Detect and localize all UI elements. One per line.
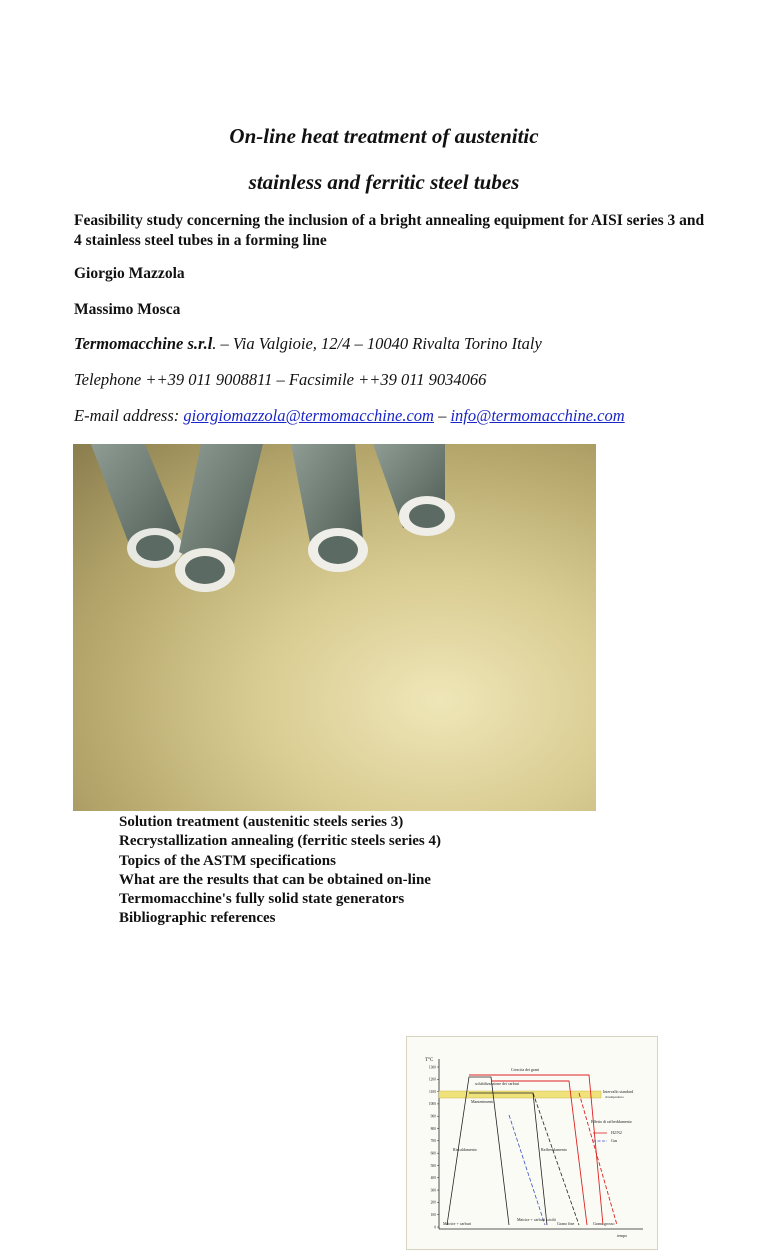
author-2: Massimo Mosca: [74, 301, 181, 318]
toc-item: Solution treatment (austenitic steels series 3): [119, 814, 404, 830]
label-fine-grain: Grano fine: [557, 1221, 575, 1226]
y-tick-label: 1000: [428, 1102, 436, 1107]
y-tick-label: 400: [430, 1176, 436, 1181]
y-tick-label: 0: [434, 1225, 436, 1230]
x-axis-label: tempo: [617, 1233, 627, 1238]
label-carbide-solubilization: solubilizzazione dei carburi: [475, 1081, 520, 1086]
y-tick-labels: [429, 1065, 439, 1229]
y-tick-label: 800: [430, 1126, 436, 1131]
heat-treatment-diagram: [406, 1036, 658, 1250]
label-temperature-note: di temperatura: [605, 1095, 624, 1099]
label-grain-growth: Crescita dei grani: [511, 1067, 540, 1072]
y-tick-label: 1100: [428, 1089, 436, 1094]
subtitle: Feasibility study concerning the inclusion of a bright annealing equipment for AISI series 3 and 4 stainless steel tubes in a forming line: [74, 212, 705, 249]
email-label: E-mail address:: [74, 406, 184, 425]
toc-item: Recrystallization annealing (ferritic steels series 4): [119, 833, 441, 850]
label-holding: Mantenimento: [471, 1099, 495, 1104]
standard-interval-band: [439, 1091, 601, 1098]
y-tick-label: 200: [430, 1200, 436, 1205]
table-of-contents: [119, 813, 441, 929]
email-line: [74, 406, 625, 426]
company-address: . – Via Valgioie, 12/4 – 10040 Rivalta Torino Italy: [212, 334, 542, 353]
y-axis-unit: T°C: [425, 1058, 434, 1063]
y-tick-label: 500: [430, 1163, 436, 1168]
y-tick-label: 700: [430, 1139, 436, 1144]
toc-item: What are the results that can be obtained on-line: [119, 871, 431, 888]
label-heating: Riscaldamento: [453, 1147, 477, 1152]
y-tick-label: 900: [430, 1114, 436, 1119]
label-matrix-carbides: Matrice + carburi: [443, 1221, 472, 1226]
title-line-1: On-line heat treatment of austenitic: [229, 124, 539, 148]
y-tick-label: 1200: [428, 1077, 436, 1082]
y-tick-label: 1300: [428, 1065, 436, 1070]
label-cooling-effect: Effetto di raffreddamento: [591, 1119, 632, 1124]
y-tick-label: 300: [430, 1188, 436, 1193]
title-line-2: stainless and ferritic steel tubes: [248, 170, 520, 194]
tubes-illustration: [73, 444, 596, 811]
label-cooling: Raffreddamento: [541, 1147, 567, 1152]
label-standard-interval: Intervallo standard: [603, 1089, 634, 1094]
phone-line: Telephone ++39 011 9008811 – Facsimile ++39 011 9034066: [74, 370, 487, 389]
author-1: Giorgio Mazzola: [74, 265, 185, 282]
legend-h2: H2/N2: [611, 1130, 622, 1135]
toc-item: Bibliographic references: [119, 910, 276, 927]
label-matrix-dissolved: Matrice + carburi sciolti: [517, 1217, 556, 1222]
holding-curve: [469, 1093, 547, 1225]
toc-item: Termomacchine's fully solid state generators: [119, 891, 405, 908]
legend-gas: Gas: [611, 1138, 618, 1143]
company-name: Termomacchine s.r.l: [74, 334, 213, 353]
gas-cooling-curve: [509, 1115, 545, 1225]
label-coarse-grain: Grano grosso: [593, 1221, 615, 1226]
y-tick-label: 100: [430, 1213, 436, 1217]
toc-item: Topics of the ASTM specifications: [119, 852, 336, 869]
company-line: [74, 334, 542, 354]
y-tick-label: 600: [430, 1151, 436, 1156]
email-link-1[interactable]: giorgiomazzola@termomacchine.com: [183, 406, 434, 425]
email-link-2[interactable]: info@termomacchine.com: [450, 406, 625, 425]
email-separator: –: [433, 406, 451, 425]
